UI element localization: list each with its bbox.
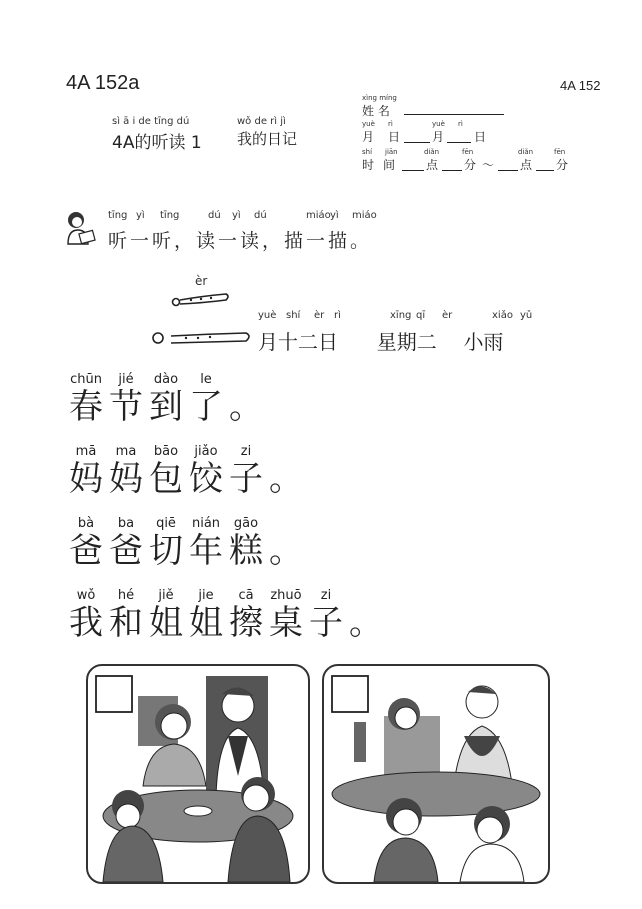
name-field[interactable] (404, 100, 504, 115)
char-with-pinyin (226, 588, 266, 642)
child-reading-icon (62, 210, 98, 246)
picture-family-eating (322, 664, 550, 884)
tracing-start-circle (150, 330, 166, 346)
time-label: ～ (482, 158, 495, 172)
instruction-pinyin: yì (136, 210, 145, 221)
instruction-pinyin: dú (254, 210, 267, 221)
date-pinyin: rì (458, 120, 463, 128)
date-day-field[interactable] (447, 130, 471, 143)
diary-header-pinyin: yǔ (520, 310, 533, 321)
date-label: 月 (362, 130, 375, 144)
hanzi-char: 桌 (269, 603, 303, 643)
hanzi-char: 子 (229, 459, 263, 499)
char-pinyin: mā (75, 444, 97, 459)
diary-header-pinyin: shí (286, 310, 301, 321)
er-pinyin: èr (195, 274, 208, 288)
char-with-pinyin (226, 444, 266, 498)
time-pinyin: diǎn (424, 148, 440, 156)
hanzi-char: 。 (229, 387, 263, 427)
answer-box (96, 676, 132, 712)
hanzi-char: 擦 (229, 603, 263, 643)
diary-header-pinyin: èr (442, 310, 453, 321)
hanzi-char: 饺 (189, 459, 223, 499)
instruction-pinyin: tīng (108, 210, 128, 221)
tracing-stroke-guide (168, 286, 258, 348)
dumplings-illustration (88, 666, 308, 882)
char-with-pinyin (66, 516, 106, 570)
hanzi-char: 到 (149, 387, 183, 427)
date-label: 月 (432, 130, 445, 144)
time-label: 点 (426, 158, 439, 172)
char-with-pinyin (186, 444, 226, 498)
instruction-pinyin: yì (330, 210, 339, 221)
char-with-pinyin (266, 588, 306, 642)
char-with-pinyin (186, 516, 226, 570)
char-pinyin: jié (118, 372, 134, 387)
time-pinyin: fēn (554, 148, 566, 156)
char-pinyin: hé (117, 588, 135, 603)
char-pinyin (346, 588, 386, 604)
char-pinyin: ma (115, 444, 137, 459)
time-start-minute-field[interactable] (442, 158, 462, 171)
hanzi-char: 我 (69, 603, 103, 643)
char-with-pinyin (226, 516, 266, 570)
char-with-pinyin (266, 444, 306, 498)
char-with-pinyin (146, 372, 186, 426)
hanzi-char: 节 (109, 387, 143, 427)
picture-family-making-dumplings (86, 664, 310, 884)
char-with-pinyin (266, 516, 306, 570)
time-label: 时 (362, 158, 375, 172)
instruction-pinyin: yì (232, 210, 241, 221)
page-subtitle: 我的日记 (237, 130, 298, 148)
char-pinyin: dào (153, 372, 179, 387)
diary-header-pinyin: xīng (390, 310, 412, 321)
instruction-pinyin: miáo (306, 210, 331, 221)
name-pinyin: xìng míng (362, 94, 397, 102)
hanzi-char: 爸 (109, 531, 143, 571)
worksheet-code-right: 4A 152 (560, 78, 601, 93)
time-label: 分 (464, 158, 477, 172)
time-pinyin: shí (362, 148, 373, 156)
hanzi-char: 春 (69, 387, 103, 427)
char-pinyin: jie (198, 588, 214, 603)
char-pinyin (226, 372, 266, 388)
char-with-pinyin (66, 372, 106, 426)
char-pinyin: zi (320, 588, 332, 603)
hanzi-char: 了 (189, 387, 223, 427)
diary-header-pinyin: rì (334, 310, 341, 321)
char-pinyin: nián (191, 516, 221, 531)
diary-header-pinyin: yuè (258, 310, 277, 321)
time-pinyin: jiān (385, 148, 398, 156)
char-pinyin: chūn (70, 372, 102, 387)
char-with-pinyin (106, 588, 146, 642)
diary-header-pinyin: qī (416, 310, 426, 321)
answer-box (332, 676, 368, 712)
time-label: 分 (556, 158, 569, 172)
hanzi-char: 和 (109, 603, 143, 643)
char-pinyin (266, 444, 306, 460)
char-pinyin: jiǎo (194, 444, 218, 459)
time-pinyin: fēn (462, 148, 474, 156)
char-pinyin: le (200, 372, 212, 387)
date-pinyin: rì (388, 120, 393, 128)
diary-date: 月十二日 (258, 330, 338, 354)
char-with-pinyin (306, 588, 346, 642)
diary-header-pinyin: èr (314, 310, 325, 321)
hanzi-char: 姐 (189, 603, 223, 643)
subtitle-pinyin: wǒ de rì jì (237, 116, 286, 127)
name-label: 姓 名 (362, 104, 390, 118)
instruction-pinyin: miáo (352, 210, 377, 221)
date-pinyin: yuè (432, 120, 445, 128)
date-pinyin: yuè (362, 120, 375, 128)
hanzi-char: 妈 (69, 459, 103, 499)
char-with-pinyin (146, 588, 186, 642)
hanzi-char: 子 (309, 603, 343, 643)
hanzi-char: 妈 (109, 459, 143, 499)
char-with-pinyin (146, 444, 186, 498)
instruction-text: 听一听，读一读，描一描。 (108, 230, 373, 252)
hanzi-char: 切 (149, 531, 183, 571)
date-label: 日 (388, 130, 401, 144)
diary-header-pinyin: xiǎo (492, 310, 513, 321)
time-start-hour-field[interactable] (402, 158, 424, 171)
time-end-hour-field[interactable] (498, 158, 518, 171)
hanzi-char: 。 (269, 459, 303, 499)
hanzi-char: 。 (269, 531, 303, 571)
diary-sentences (66, 372, 606, 662)
char-pinyin: qiē (156, 516, 176, 531)
char-pinyin: cā (238, 588, 254, 603)
page-title: 4A的听读 1 (112, 133, 202, 153)
char-with-pinyin (106, 516, 146, 570)
hanzi-char: 糕 (229, 531, 263, 571)
char-pinyin: bāo (153, 444, 179, 459)
char-pinyin: zi (240, 444, 252, 459)
char-with-pinyin (346, 588, 386, 642)
hanzi-char: 姐 (149, 603, 183, 643)
hanzi-char: 年 (189, 531, 223, 571)
char-with-pinyin (186, 588, 226, 642)
char-with-pinyin (66, 444, 106, 498)
char-with-pinyin (186, 372, 226, 426)
char-pinyin: ba (117, 516, 135, 531)
time-end-minute-field[interactable] (536, 158, 554, 171)
char-with-pinyin (106, 372, 146, 426)
instruction-pinyin: dú (208, 210, 221, 221)
char-pinyin: bà (77, 516, 95, 531)
title-pinyin: sì ā i de tīng dú (112, 116, 190, 127)
diary-date-line (258, 326, 503, 355)
char-pinyin: wǒ (76, 588, 96, 603)
eating-illustration (324, 666, 548, 882)
char-pinyin: zhuō (270, 588, 302, 603)
char-with-pinyin (146, 516, 186, 570)
date-month-field[interactable] (404, 130, 430, 143)
char-pinyin (266, 516, 306, 532)
char-pinyin: jiě (158, 588, 174, 603)
char-with-pinyin (66, 588, 106, 642)
diary-weekday: 星期二 (376, 330, 437, 354)
char-pinyin: gāo (233, 516, 259, 531)
worksheet-code: 4A 152a (66, 72, 140, 94)
char-with-pinyin (106, 444, 146, 498)
hanzi-char: 爸 (69, 531, 103, 571)
hanzi-char: 包 (149, 459, 183, 499)
hanzi-char: 。 (349, 603, 383, 643)
diary-weather: 小雨 (463, 330, 504, 354)
time-label: 点 (520, 158, 533, 172)
date-label: 日 (474, 130, 487, 144)
time-pinyin: diǎn (518, 148, 534, 156)
time-label: 间 (383, 158, 396, 172)
char-with-pinyin (226, 372, 266, 426)
instruction-pinyin: tīng (160, 210, 180, 221)
